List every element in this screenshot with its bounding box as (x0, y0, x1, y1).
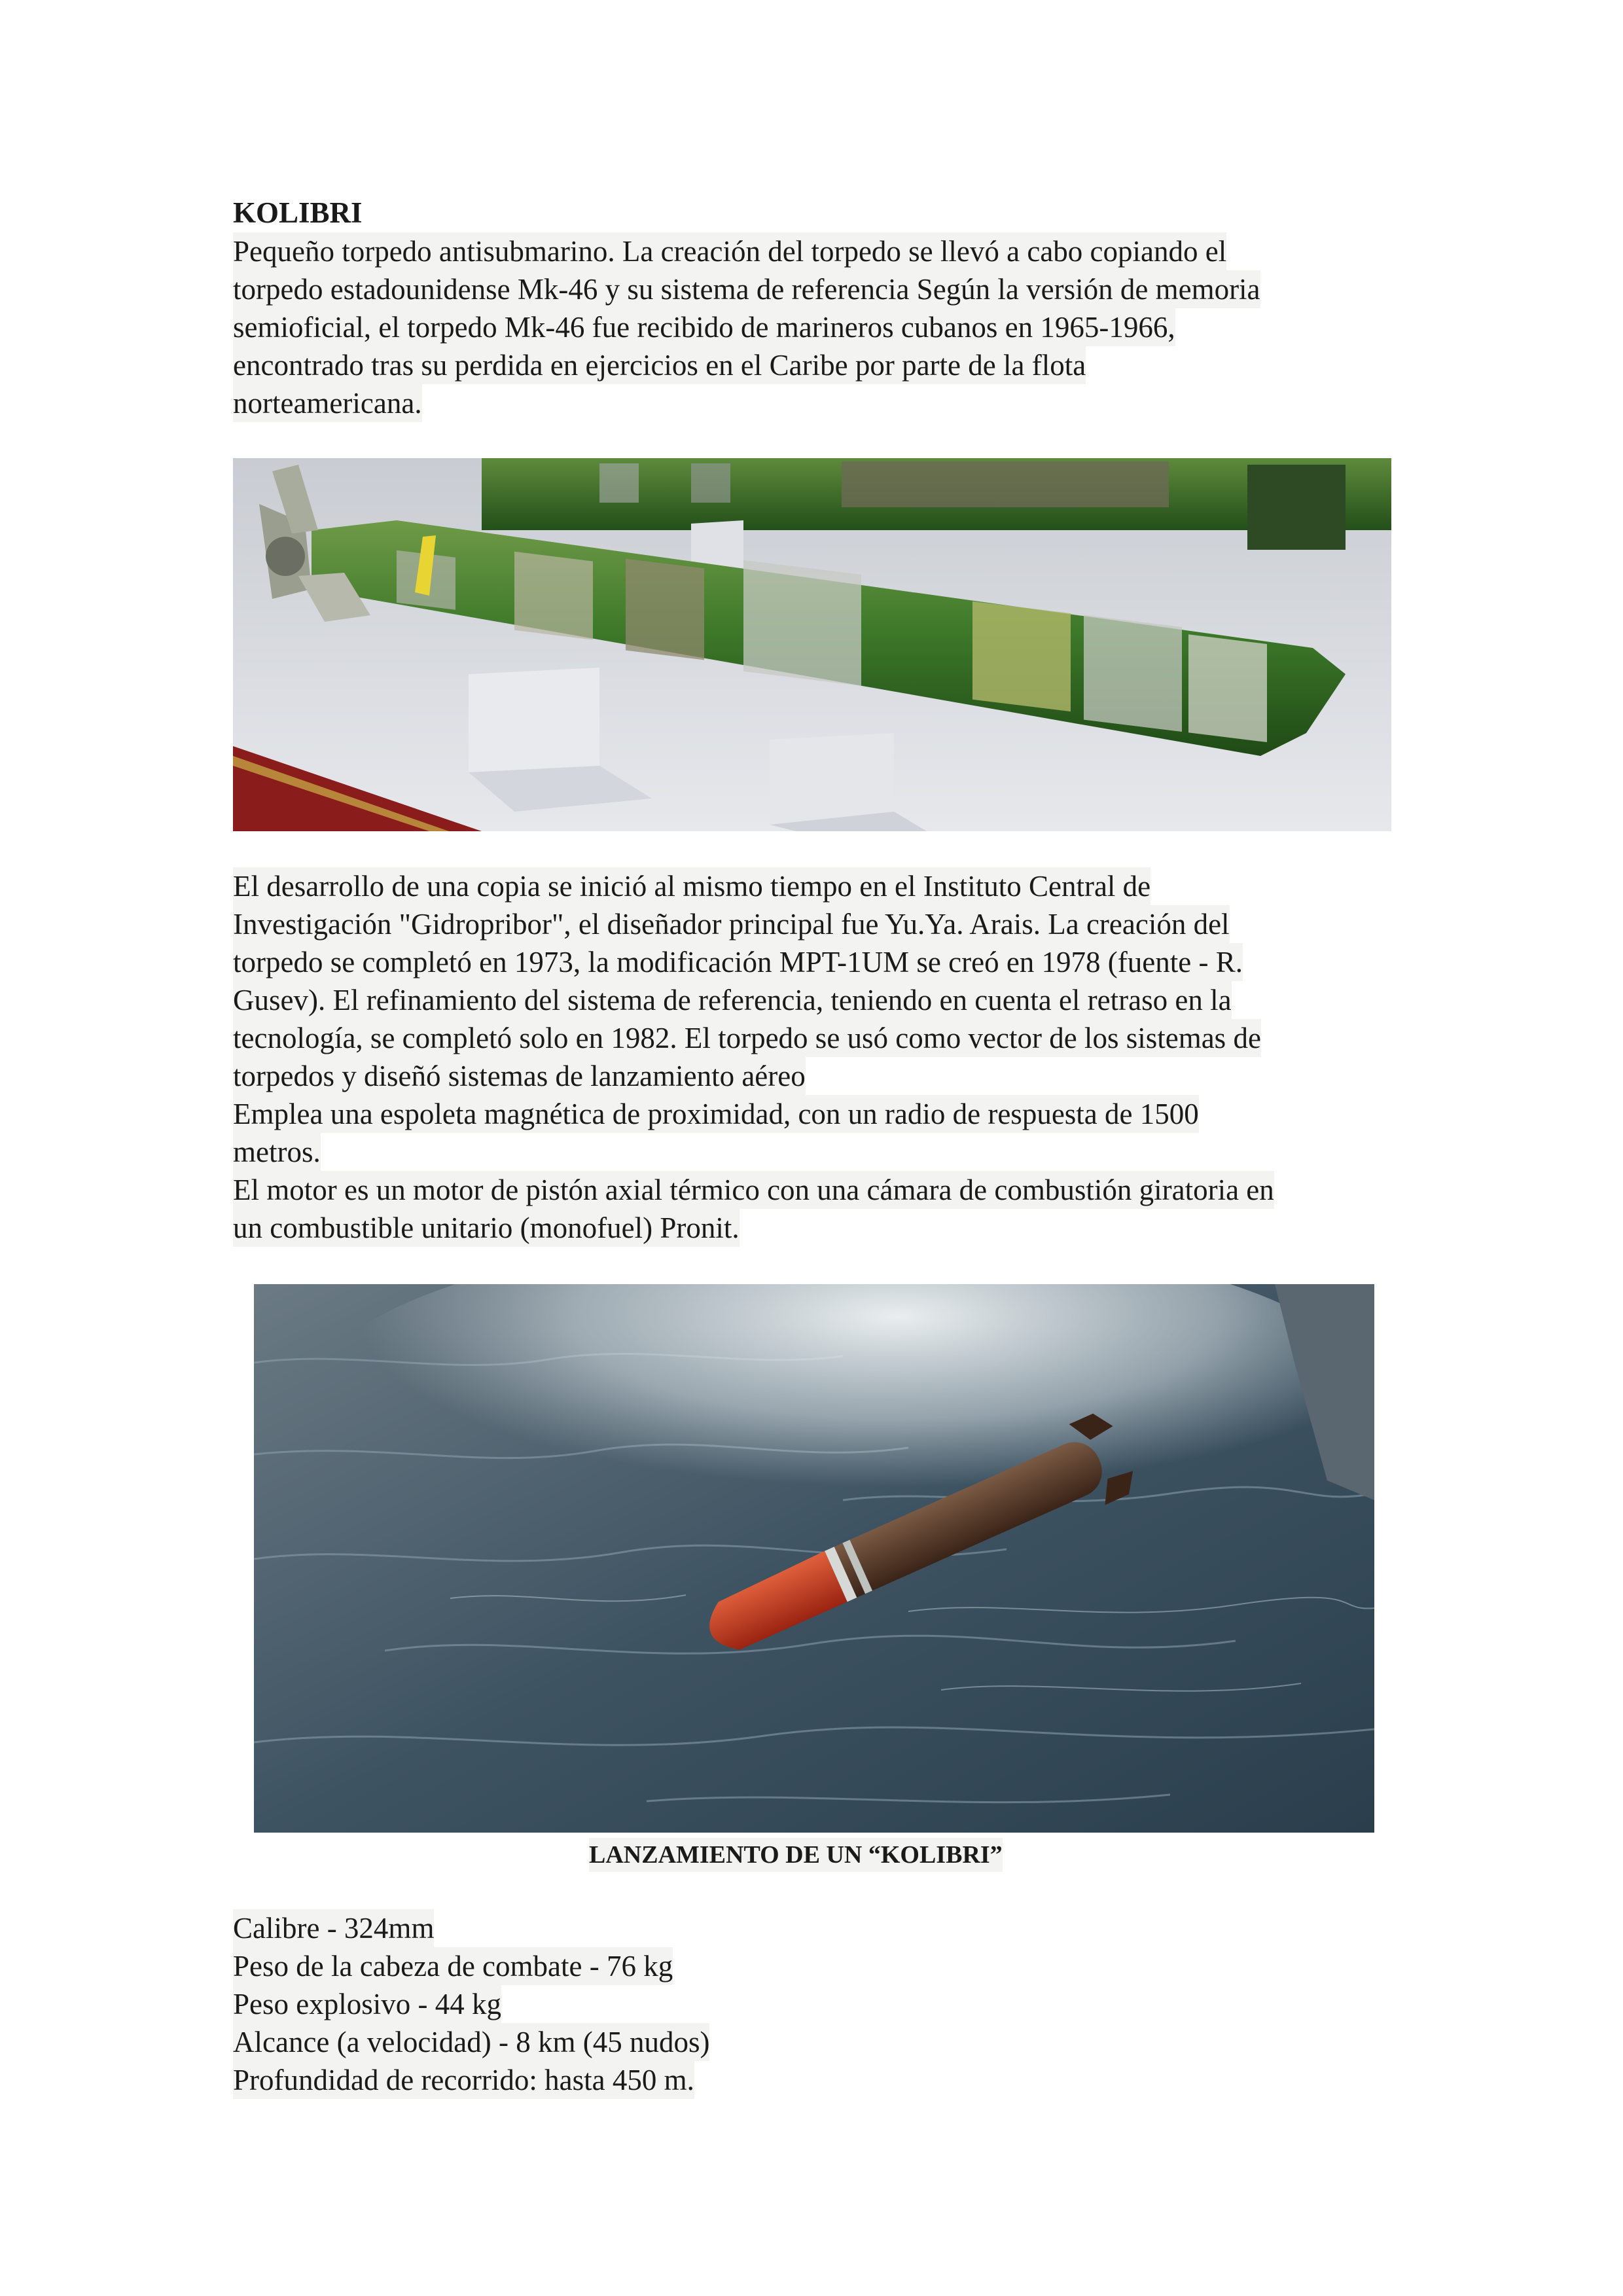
intro-line: norteamericana. (233, 384, 422, 422)
intro-line: semioficial, el torpedo Mk-46 fue recibido de marineros cubanos en 1965-1966, (233, 308, 1175, 346)
development-line: torpedos y diseñó sistemas de lanzamiento aéreo (233, 1057, 806, 1095)
development-line: torpedo se completó en 1973, la modificación MPT-1UM se creó en 1978 (fuente - R. (233, 943, 1243, 981)
torpedo-display-photo (233, 458, 1391, 831)
development-line: Emplea una espoleta magnética de proximidad, con un radio de respuesta de 1500 (233, 1095, 1199, 1133)
spec-item: Profundidad de recorrido: hasta 450 m. (233, 2061, 694, 2099)
spec-item: Peso explosivo - 44 kg (233, 1985, 501, 2023)
development-line: Investigación "Gidropribor", el diseñador principal fue Yu.Ya. Arais. La creación del (233, 905, 1230, 943)
development-line: Gusev). El refinamiento del sistema de referencia, teniendo en cuenta el retraso en la (233, 981, 1232, 1019)
spec-item: Alcance (a velocidad) - 8 km (45 nudos) (233, 2023, 709, 2061)
intro-line: Pequeño torpedo antisubmarino. La creación del torpedo se llevó a cabo copiando el (233, 232, 1226, 270)
figure2-caption: LANZAMIENTO DE UN “KOLIBRI” (589, 1838, 1003, 1872)
intro-line: torpedo estadounidense Mk-46 y su sistema de referencia Según la versión de memoria (233, 270, 1260, 308)
development-line: El desarrollo de una copia se inició al mismo tiempo en el Instituto Central de (233, 867, 1150, 905)
intro-line: encontrado tras su perdida en ejercicios en el Caribe por parte de la flota (233, 346, 1086, 384)
spec-item: Peso de la cabeza de combate - 76 kg (233, 1947, 673, 1985)
development-line: un combustible unitario (monofuel) Pronit. (233, 1209, 740, 1247)
document-title: KOLIBRI (233, 196, 363, 229)
development-line: El motor es un motor de pistón axial térmico con una cámara de combustión giratoria en (233, 1171, 1274, 1209)
torpedo-launch-photo (254, 1284, 1374, 1833)
development-line: tecnología, se completó solo en 1982. El torpedo se usó como vector de los sistemas de (233, 1019, 1261, 1057)
development-line: metros. (233, 1133, 321, 1171)
spec-item: Calibre - 324mm (233, 1909, 434, 1947)
